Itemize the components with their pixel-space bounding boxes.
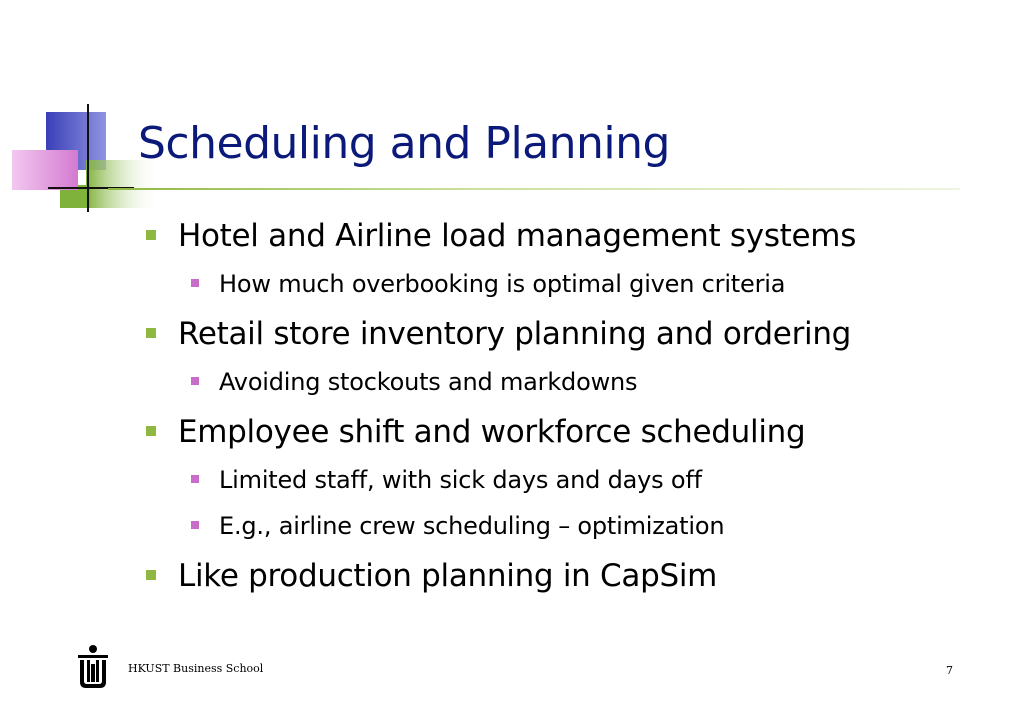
sub-bullet-item (191, 512, 724, 540)
square-bullet-icon (191, 279, 199, 287)
sub-bullet-item (191, 368, 637, 396)
bullet-text: Hotel and Airline load management systems (178, 218, 857, 254)
sub-bullet-text: How much overbooking is optimal given criteria (219, 270, 786, 298)
sub-bullet-text: Avoiding stockouts and markdowns (219, 368, 638, 396)
bullet-item (146, 414, 805, 450)
sub-bullet-text: Limited staff, with sick days and days off (219, 466, 702, 494)
sub-bullet-text: E.g., airline crew scheduling – optimization (219, 512, 725, 540)
page-number: 7 (946, 664, 953, 677)
sub-bullet-item (191, 270, 785, 298)
square-bullet-icon (191, 475, 199, 483)
slide-title: Scheduling and Planning (138, 118, 670, 169)
square-bullet-icon (146, 570, 156, 580)
hkust-logo-icon (74, 644, 112, 690)
bullet-text: Retail store inventory planning and ordering (178, 316, 852, 352)
bullet-text: Like production planning in CapSim (178, 558, 718, 594)
square-bullet-icon (146, 230, 156, 240)
square-bullet-icon (191, 377, 199, 385)
bullet-text: Employee shift and workforce scheduling (178, 414, 806, 450)
square-bullet-icon (146, 426, 156, 436)
bullet-item (146, 558, 717, 594)
bullet-item (146, 218, 856, 254)
square-bullet-icon (191, 521, 199, 529)
sub-bullet-item (191, 466, 702, 494)
bullet-item (146, 316, 851, 352)
square-bullet-icon (146, 328, 156, 338)
footer-school-name: HKUST Business School (128, 662, 264, 675)
